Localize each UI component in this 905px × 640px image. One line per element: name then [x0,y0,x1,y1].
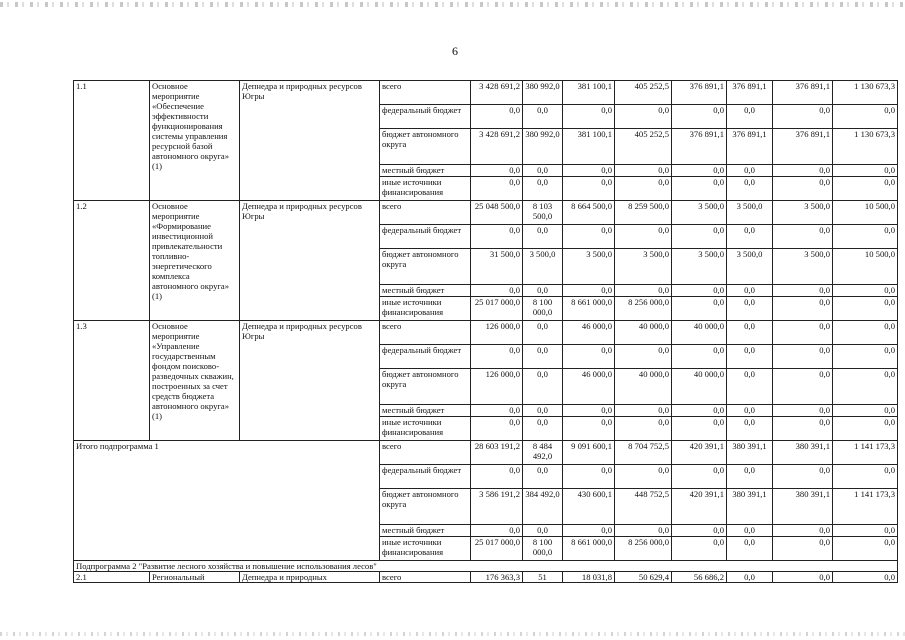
value-cell-3: 8 664 500,0 [563,201,615,225]
value-cell-5: 376 891,1 [672,81,727,105]
measure-title: Региональный [150,572,240,583]
value-cell-6: 380 391,1 [727,489,773,525]
budget-table [73,80,898,583]
value-cell-6: 0,0 [727,369,773,405]
value-cell-2: 3 500,0 [523,249,563,285]
value-cell-1: 25 017 000,0 [471,537,523,561]
value-cell-4: 448 752,5 [615,489,672,525]
value-cell-2: 0,0 [523,405,563,417]
funding-source: всего [380,321,471,345]
value-cell-2: 0,0 [523,417,563,441]
value-cell-6: 0,0 [727,105,773,129]
value-cell-6: 3 500,0 [727,201,773,225]
value-cell-7: 0,0 [773,321,833,345]
value-cell-7: 0,0 [773,369,833,405]
table-row [74,321,898,345]
value-cell-8: 0,0 [833,165,898,177]
value-cell-3: 0,0 [563,165,615,177]
funding-source: бюджет автономного округа [380,249,471,285]
value-cell-7: 0,0 [773,225,833,249]
value-cell-6: 0,0 [727,225,773,249]
value-cell-2: 0,0 [523,285,563,297]
value-cell-2: 8 484 492,0 [523,441,563,465]
value-cell-3: 381 100,1 [563,81,615,105]
funding-source: федеральный бюджет [380,105,471,129]
value-cell-2: 0,0 [523,525,563,537]
funding-source: иные источники финансирования [380,297,471,321]
value-cell-7: 380 391,1 [773,489,833,525]
value-cell-7: 0,0 [773,177,833,201]
value-cell-7: 0,0 [773,525,833,537]
value-cell-3: 381 100,1 [563,129,615,165]
value-cell-3: 18 031,8 [563,572,615,583]
value-cell-8: 0,0 [833,177,898,201]
value-cell-3: 0,0 [563,345,615,369]
executor: Депнедра и природных ресурсов Югры [240,321,380,441]
value-cell-1: 0,0 [471,405,523,417]
value-cell-8: 0,0 [833,525,898,537]
value-cell-5: 0,0 [672,177,727,201]
value-cell-6: 0,0 [727,321,773,345]
value-cell-5: 0,0 [672,417,727,441]
value-cell-5: 56 686,2 [672,572,727,583]
value-cell-3: 0,0 [563,285,615,297]
value-cell-7: 0,0 [773,165,833,177]
value-cell-4: 40 000,0 [615,369,672,405]
value-cell-2: 0,0 [523,369,563,405]
value-cell-8: 0,0 [833,105,898,129]
value-cell-7: 0,0 [773,297,833,321]
value-cell-6: 0,0 [727,285,773,297]
value-cell-2: 0,0 [523,105,563,129]
value-cell-7: 0,0 [773,285,833,297]
value-cell-4: 8 256 000,0 [615,297,672,321]
value-cell-8: 0,0 [833,465,898,489]
value-cell-5: 0,0 [672,537,727,561]
value-cell-1: 0,0 [471,225,523,249]
funding-source: иные источники финансирования [380,537,471,561]
row-number: 1.2 [74,201,150,321]
value-cell-1: 0,0 [471,177,523,201]
row-number: 1.3 [74,321,150,441]
value-cell-6: 376 891,1 [727,129,773,165]
value-cell-2: 0,0 [523,321,563,345]
subprogram-2-title: Подпрограмма 2 "Развитие лесного хозяйства и повышение использования лесов" [74,561,898,572]
scan-noise-top [0,2,905,7]
value-cell-4: 405 252,5 [615,81,672,105]
table-row [74,81,898,105]
value-cell-4: 405 252,5 [615,129,672,165]
value-cell-3: 3 500,0 [563,249,615,285]
measure-title: Основное мероприятие «Обеспечение эффективности функционирования системы управления ресурсной базой автономного округа» (1) [150,81,240,201]
value-cell-5: 0,0 [672,105,727,129]
value-cell-6: 0,0 [727,297,773,321]
funding-source: бюджет автономного округа [380,129,471,165]
value-cell-2: 8 100 000,0 [523,297,563,321]
value-cell-6: 0,0 [727,525,773,537]
value-cell-6: 0,0 [727,572,773,583]
value-cell-5: 420 391,1 [672,441,727,465]
value-cell-5: 0,0 [672,165,727,177]
value-cell-3: 9 091 600,1 [563,441,615,465]
value-cell-5: 3 500,0 [672,201,727,225]
value-cell-7: 0,0 [773,417,833,441]
value-cell-4: 0,0 [615,285,672,297]
measure-title: Основное мероприятие «Формирование инвестиционной привлекательности топливно-энергетического комплекса автономного округа» (1) [150,201,240,321]
value-cell-3: 0,0 [563,105,615,129]
value-cell-3: 430 600,1 [563,489,615,525]
value-cell-4: 0,0 [615,105,672,129]
value-cell-1: 0,0 [471,345,523,369]
value-cell-3: 46 000,0 [563,369,615,405]
value-cell-1: 126 000,0 [471,321,523,345]
value-cell-2: 0,0 [523,177,563,201]
value-cell-7: 376 891,1 [773,81,833,105]
funding-source: местный бюджет [380,165,471,177]
value-cell-6: 3 500,0 [727,249,773,285]
executor: Депнедра и природных ресурсов Югры [240,81,380,201]
measure-title: Основное мероприятие «Управление государственным фондом поисково-разведочных скважин, построенных за счет средств бюджета автономного округа» (1) [150,321,240,441]
value-cell-2: 380 992,0 [523,81,563,105]
value-cell-7: 3 500,0 [773,201,833,225]
value-cell-8: 1 130 673,3 [833,129,898,165]
value-cell-6: 376 891,1 [727,81,773,105]
value-cell-2: 384 492,0 [523,489,563,525]
funding-source: всего [380,81,471,105]
executor: Депнедра и природных ресурсов Югры [240,201,380,321]
value-cell-8: 10 500,0 [833,201,898,225]
value-cell-1: 3 428 691,2 [471,81,523,105]
executor: Депнедра и природных [240,572,380,583]
value-cell-1: 3 586 191,2 [471,489,523,525]
value-cell-1: 28 603 191,2 [471,441,523,465]
value-cell-7: 376 891,1 [773,129,833,165]
value-cell-6: 380 391,1 [727,441,773,465]
value-cell-5: 0,0 [672,225,727,249]
value-cell-8: 0,0 [833,417,898,441]
value-cell-4: 0,0 [615,165,672,177]
funding-source: местный бюджет [380,525,471,537]
value-cell-8: 0,0 [833,405,898,417]
total-row [74,441,898,465]
value-cell-1: 0,0 [471,465,523,489]
value-cell-1: 0,0 [471,417,523,441]
subprogram-header-row [74,561,898,572]
funding-source: иные источники финансирования [380,177,471,201]
value-cell-6: 0,0 [727,537,773,561]
value-cell-8: 1 141 173,3 [833,489,898,525]
value-cell-6: 0,0 [727,177,773,201]
value-cell-1: 25 048 500,0 [471,201,523,225]
value-cell-5: 0,0 [672,285,727,297]
funding-source: всего [380,201,471,225]
value-cell-2: 8 103 500,0 [523,201,563,225]
value-cell-7: 3 500,0 [773,249,833,285]
value-cell-1: 176 363,3 [471,572,523,583]
value-cell-2: 0,0 [523,225,563,249]
value-cell-6: 0,0 [727,345,773,369]
value-cell-8: 0,0 [833,572,898,583]
funding-source: федеральный бюджет [380,225,471,249]
subprogram-total-label: Итого подпрограмма 1 [74,441,380,561]
row-number: 2.1 [74,572,150,583]
value-cell-5: 0,0 [672,465,727,489]
value-cell-7: 0,0 [773,465,833,489]
value-cell-3: 0,0 [563,525,615,537]
value-cell-7: 0,0 [773,405,833,417]
value-cell-4: 0,0 [615,177,672,201]
value-cell-7: 0,0 [773,105,833,129]
value-cell-3: 0,0 [563,225,615,249]
value-cell-3: 0,0 [563,177,615,201]
value-cell-8: 0,0 [833,369,898,405]
value-cell-1: 25 017 000,0 [471,297,523,321]
value-cell-2: 8 100 000,0 [523,537,563,561]
value-cell-8: 0,0 [833,225,898,249]
funding-source: местный бюджет [380,285,471,297]
scan-noise-bottom [0,632,905,636]
value-cell-2: 0,0 [523,345,563,369]
value-cell-4: 8 704 752,5 [615,441,672,465]
value-cell-3: 46 000,0 [563,321,615,345]
value-cell-1: 126 000,0 [471,369,523,405]
value-cell-5: 0,0 [672,525,727,537]
value-cell-7: 0,0 [773,537,833,561]
value-cell-4: 3 500,0 [615,249,672,285]
table-row [74,572,898,583]
value-cell-7: 380 391,1 [773,441,833,465]
value-cell-5: 40 000,0 [672,369,727,405]
value-cell-2: 380 992,0 [523,129,563,165]
funding-source: бюджет автономного округа [380,489,471,525]
value-cell-5: 420 391,1 [672,489,727,525]
value-cell-4: 0,0 [615,417,672,441]
value-cell-4: 40 000,0 [615,321,672,345]
value-cell-4: 0,0 [615,225,672,249]
value-cell-8: 0,0 [833,321,898,345]
value-cell-3: 0,0 [563,417,615,441]
value-cell-4: 0,0 [615,525,672,537]
value-cell-1: 0,0 [471,285,523,297]
value-cell-5: 376 891,1 [672,129,727,165]
value-cell-1: 0,0 [471,525,523,537]
value-cell-2: 0,0 [523,465,563,489]
value-cell-6: 0,0 [727,465,773,489]
value-cell-6: 0,0 [727,165,773,177]
value-cell-5: 40 000,0 [672,321,727,345]
value-cell-8: 0,0 [833,285,898,297]
value-cell-8: 0,0 [833,297,898,321]
value-cell-1: 0,0 [471,165,523,177]
value-cell-1: 0,0 [471,105,523,129]
row-number: 1.1 [74,81,150,201]
value-cell-4: 8 256 000,0 [615,537,672,561]
value-cell-7: 0,0 [773,345,833,369]
value-cell-8: 0,0 [833,537,898,561]
value-cell-8: 1 141 173,3 [833,441,898,465]
funding-source: бюджет автономного округа [380,369,471,405]
funding-source: всего [380,441,471,465]
value-cell-2: 51 [523,572,563,583]
value-cell-8: 0,0 [833,345,898,369]
value-cell-6: 0,0 [727,417,773,441]
value-cell-5: 3 500,0 [672,249,727,285]
value-cell-2: 0,0 [523,165,563,177]
funding-source: федеральный бюджет [380,345,471,369]
value-cell-3: 0,0 [563,465,615,489]
value-cell-8: 1 130 673,3 [833,81,898,105]
value-cell-5: 0,0 [672,345,727,369]
value-cell-4: 0,0 [615,405,672,417]
value-cell-5: 0,0 [672,405,727,417]
funding-source: федеральный бюджет [380,465,471,489]
value-cell-3: 0,0 [563,405,615,417]
value-cell-4: 0,0 [615,345,672,369]
page-number: 6 [452,44,458,58]
value-cell-6: 0,0 [727,405,773,417]
funding-source: иные источники финансирования [380,417,471,441]
funding-source: всего [380,572,471,583]
funding-source: местный бюджет [380,405,471,417]
value-cell-4: 0,0 [615,465,672,489]
value-cell-3: 8 661 000,0 [563,537,615,561]
value-cell-7: 0,0 [773,572,833,583]
value-cell-5: 0,0 [672,297,727,321]
table-row [74,201,898,225]
value-cell-8: 10 500,0 [833,249,898,285]
value-cell-1: 31 500,0 [471,249,523,285]
value-cell-1: 3 428 691,2 [471,129,523,165]
value-cell-4: 50 629,4 [615,572,672,583]
value-cell-3: 8 661 000,0 [563,297,615,321]
value-cell-4: 8 259 500,0 [615,201,672,225]
